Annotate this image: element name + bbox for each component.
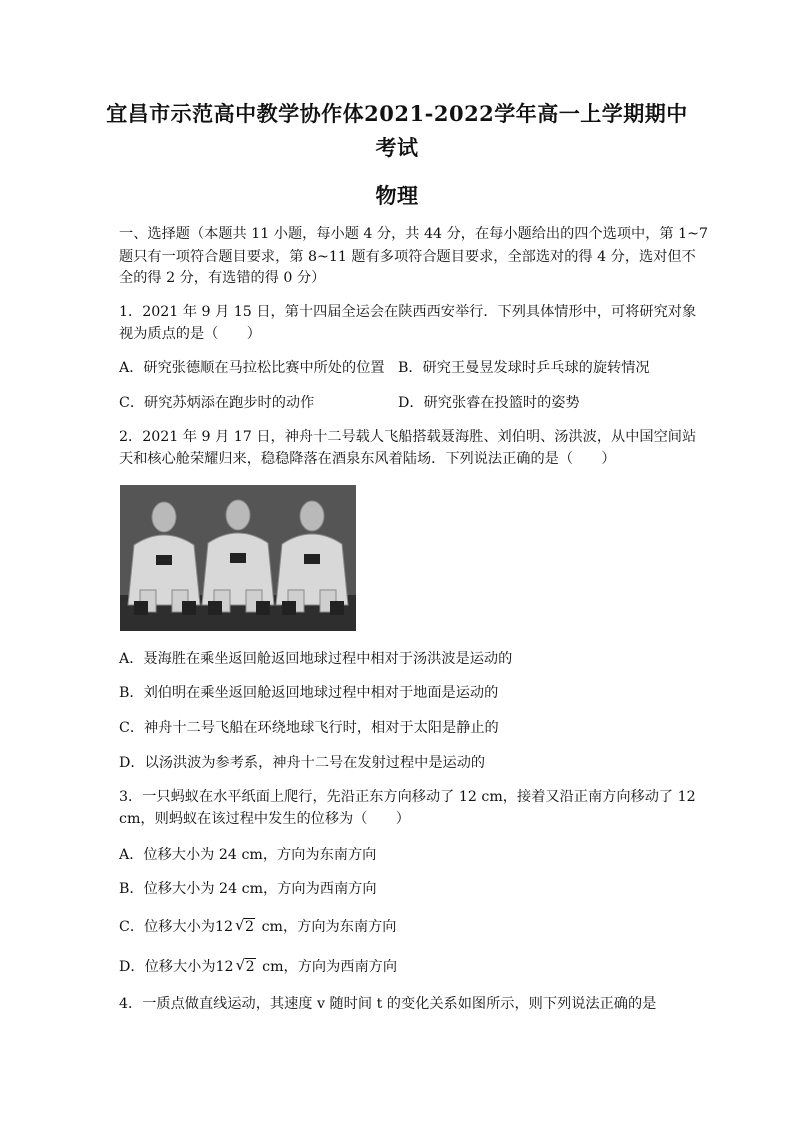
- q2-option-c: C．神舟十二号飞船在环绕地球飞行时，相对于太阳是静止的: [119, 720, 499, 736]
- q2-stem-line1: 2．2021 年 9 月 17 日，神舟十二号载人飞船搭载聂海胜、刘伯明、汤洪波，从中国空间站: [119, 429, 697, 445]
- subject-title: 物理: [375, 183, 419, 208]
- q1-option-b: B．研究王曼昱发球时乒乓球的旋转情况: [398, 360, 650, 376]
- q1-option-c: C．研究苏炳添在跑步时的动作: [119, 395, 315, 411]
- q3-stem-line2: cm，则蚂蚁在该过程中发生的位移为（ ）: [119, 811, 410, 827]
- astronauts-illustration: [120, 485, 356, 631]
- q3-option-c-suffix: cm，方向为东南方向: [257, 919, 397, 935]
- section-instructions-line2: 题只有一项符合题目要求，第 8~11 题有多项符合题目要求，全部选对的得 4 分，选对但不: [119, 249, 696, 265]
- section-instructions-line1: 一、选择题（本题共 11 小题，每小题 4 分，共 44 分，在每小题给出的四个选项中，第 1~7: [119, 226, 709, 242]
- q2-option-a: A．聂海胜在乘坐返回舱返回地球过程中相对于汤洪波是运动的: [119, 651, 513, 667]
- q2-option-b: B．刘伯明在乘坐返回舱返回地球过程中相对于地面是运动的: [119, 685, 499, 701]
- sqrt-symbol: √ 2: [235, 916, 255, 935]
- q3-option-b: B．位移大小为 24 cm，方向为西南方向: [119, 881, 377, 897]
- q3-option-c-radicand: 2: [245, 919, 255, 935]
- sqrt-symbol: √ 2: [235, 956, 255, 975]
- section-instructions-line3: 全的得 2 分，有选错的得 0 分）: [119, 270, 326, 286]
- q3-option-c: [119, 918, 397, 936]
- q1-stem-line1: 1．2021 年 9 月 15 日，第十四届全运会在陕西西安举行．下列具体情形中，可将研究对象: [119, 304, 697, 320]
- q1-stem-line2: 视为质点的是（ ）: [119, 326, 261, 342]
- q3-option-d-suffix: cm，方向为西南方向: [257, 959, 398, 975]
- q1-option-d: D．研究张睿在投篮时的姿势: [398, 395, 580, 411]
- exam-title-line1: 宜昌市示范高中教学协作体2021-2022学年高一上学期期中: [106, 101, 688, 126]
- q3-option-d: [119, 958, 397, 976]
- q2-stem-line2: 天和核心舱荣耀归来，稳稳降落在酒泉东风着陆场．下列说法正确的是（ ）: [119, 451, 616, 467]
- astronauts-photo: [120, 485, 356, 631]
- q3-option-c-coefficient: 12: [214, 919, 234, 935]
- q3-option-c-prefix: C．位移大小为: [119, 919, 215, 935]
- q3-option-a: A．位移大小为 24 cm，方向为东南方向: [119, 847, 377, 863]
- q2-option-d: D．以汤洪波为参考系，神舟十二号在发射过程中是运动的: [119, 755, 486, 771]
- q3-stem-line1: 3．一只蚂蚁在水平纸面上爬行，先沿正东方向移动了 12 cm，接着又沿正南方向移动了 12: [119, 789, 696, 805]
- q3-option-d-radicand: 2: [245, 959, 255, 975]
- q1-option-a: A．研究张德顺在马拉松比赛中所处的位置: [119, 360, 385, 376]
- q4-stem-line1: 4．一质点做直线运动，其速度 v 随时间 t 的变化关系如图所示，则下列说法正确的是: [119, 996, 657, 1012]
- q3-option-d-prefix: D．位移大小为: [119, 959, 216, 975]
- q3-option-d-coefficient: 12: [215, 959, 234, 975]
- exam-title-line2: 考试: [375, 135, 419, 160]
